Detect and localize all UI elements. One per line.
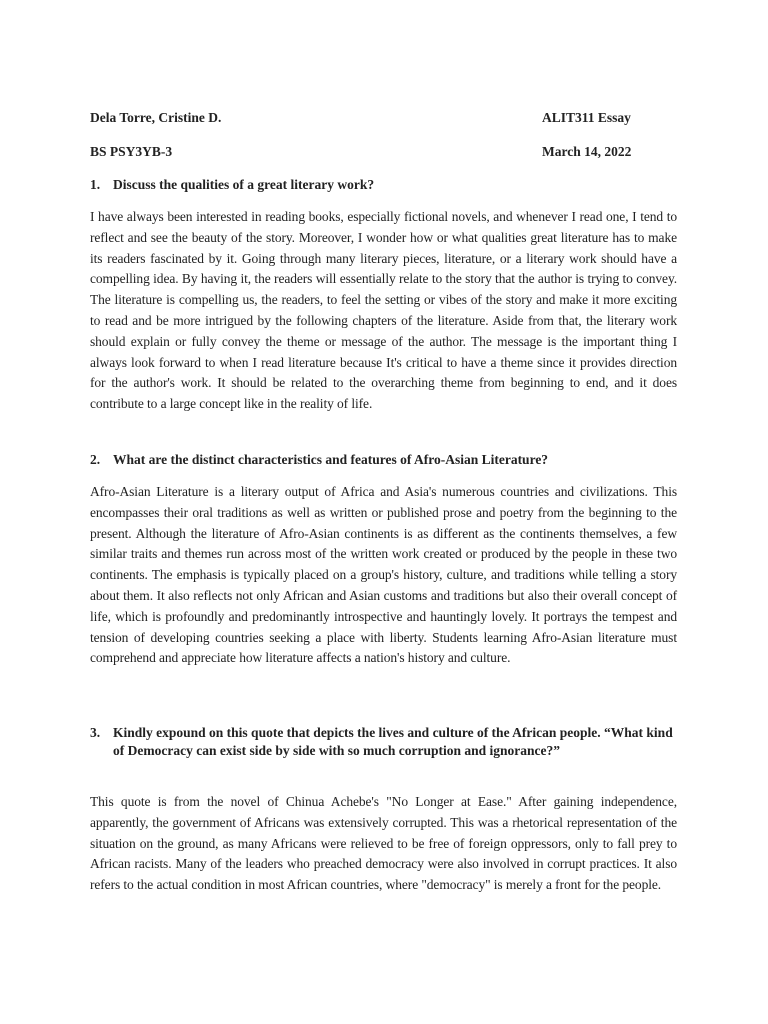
question-3 [90, 724, 680, 760]
student-section: BS PSY3YB-3 [90, 144, 173, 159]
question-1-number: 1. [90, 177, 101, 192]
answer-3: This quote is from the novel of Chinua Achebe's "No Longer at Ease." After gaining independence, apparently, the government of Africans was extensively corrupted. This was a rhetorical representation of the situation on the ground, as many Africans were relieved to be free of foreign oppressors, only to fall prey to African racists. Many of the leaders who preached democracy were also involved in corrupt practices. It also refers to the actual condition in most African countries, where "democracy" is merely a front for the people. [90, 794, 677, 893]
question-2 [90, 451, 680, 469]
question-3-text: Kindly expound on this quote that depicts the lives and culture of the African people. “What kind of Democracy can exist side by side with so much corruption and ignorance?” [113, 725, 673, 758]
answer-2: Afro-Asian Literature is a literary output of Africa and Asia's numerous countries and civilizations. This encompasses their oral traditions as well as written or published prose and poetry from the beginning to the present. Although the literature of Afro-Asian continents is as different as the continents themselves, a few similar traits and themes run across most of the written work created or produced by the people in these two continents. The emphasis is typically placed on a group's history, culture, and traditions while telling a story about them. It also reflects not only African and Asian customs and traditions but also their overall concept of life, which is profoundly and predominantly introspective and hauntingly lovely. It portrays the tempest and tension of developing countries seeking a place with liberty. Students learning Afro-Asian literature must comprehend and appreciate how literature affects a nation's history and culture. [90, 484, 677, 666]
question-1 [90, 176, 680, 194]
essay-date: March 14, 2022 [542, 144, 632, 159]
question-1-text: Discuss the qualities of a great literary work? [113, 177, 375, 192]
student-name: Dela Torre, Cristine D. [90, 110, 222, 125]
course-title: ALIT311 Essay [542, 110, 631, 125]
question-2-number: 2. [90, 452, 101, 467]
question-2-text: What are the distinct characteristics and features of Afro-Asian Literature? [113, 452, 549, 467]
question-3-number: 3. [90, 725, 101, 740]
answer-1: I have always been interested in reading books, especially fictional novels, and whenever I read one, I tend to reflect and see the beauty of the story. Moreover, I wonder how or what qualities great literature has to make its readers fascinated by it. Going through many literary pieces, literature, or a literary work should have a compelling idea. By having it, the readers will essentially relate to the story that the author is trying to convey. The literature is compelling us, the readers, to feel the setting or vibes of the story and make it more exciting to read and be more intrigued by the following chapters of the literature. Aside from that, the literary work should explain or fully convey the theme or message of the author. The message is the important thing I always look forward to when I read literature because It's critical to have a theme since it provides direction for the author's work. It should be related to the overarching theme from beginning to end, and it does contribute to a large concept like in the reality of life. [90, 209, 677, 412]
